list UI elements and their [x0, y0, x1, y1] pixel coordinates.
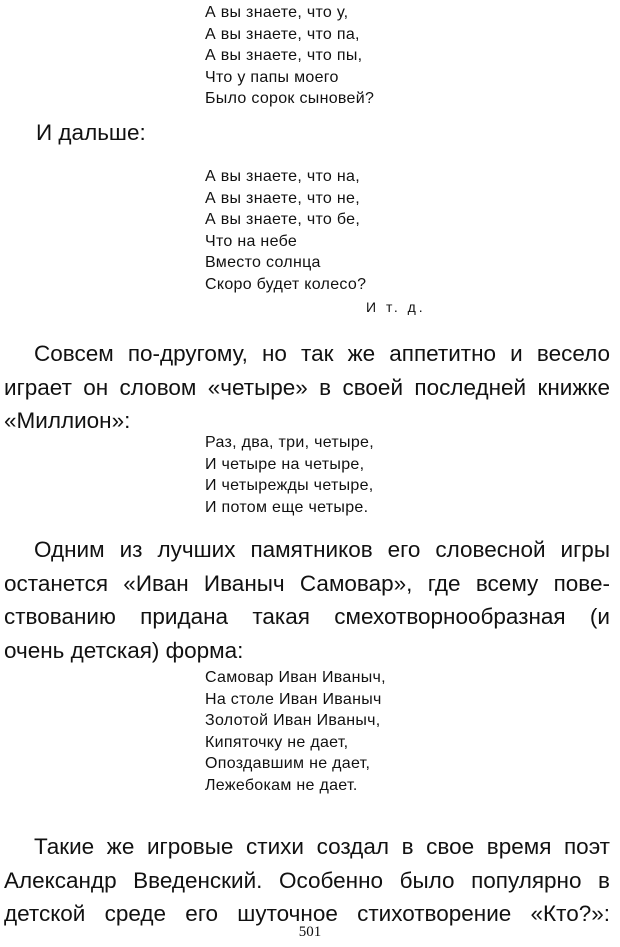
verse-line: Раз, два, три, четыре, — [205, 434, 374, 451]
verse-line: Самовар Иван Иваныч, — [205, 669, 386, 686]
paragraph-line: очень детская) форма: — [4, 637, 244, 663]
paragraph-line: ствованию придана такая смехотворнообразная (и — [4, 604, 610, 629]
paragraph-line: детской среде его шуточное стихотворение «Кто?»: — [4, 901, 610, 926]
verse-4 — [205, 667, 386, 796]
verse-line: А вы знаете, что на, — [205, 168, 360, 185]
paragraph-line: Такие же игровые стихи создал в свое время поэт — [34, 834, 610, 859]
verse-line: А вы знаете, что у, — [205, 4, 349, 21]
intro-line: И дальше: — [36, 120, 146, 145]
verse-line: Что на небе — [205, 232, 298, 250]
verse-line: Опоздавшим не дает, — [205, 755, 371, 772]
paragraph-line: играет он словом «четыре» в своей последней книжке — [4, 374, 610, 400]
verse-line: Лежебокам не дает. — [205, 776, 358, 794]
paragraph-line: «Миллион»: — [4, 408, 131, 433]
verse-line: Что у папы моего — [205, 68, 339, 86]
verse-3 — [205, 432, 374, 518]
paragraph-1 — [4, 337, 610, 438]
verse-2 — [205, 166, 366, 295]
paragraph-line: Александр Введенский. Особенно было популярно в — [4, 867, 610, 893]
verse-line: И четырежды четыре, — [205, 477, 374, 494]
verse-line: На столе Иван Иваныч — [205, 690, 382, 708]
paragraph-2 — [4, 533, 610, 667]
verse-line: А вы знаете, что па, — [205, 25, 360, 43]
verse-line: Кипяточку не дает, — [205, 733, 349, 751]
verse-line: Золотой Иван Иваныч, — [205, 712, 381, 729]
page-number: 501 — [298, 924, 322, 940]
verse-line: А вы знаете, что пы, — [205, 47, 363, 64]
paragraph-line: останется «Иван Иваныч Самовар», где всему пове- — [4, 570, 610, 596]
verse-line: Было сорок сыновей? — [205, 90, 375, 107]
paragraph-3 — [4, 830, 610, 931]
etc-note: И т. д. — [366, 299, 426, 315]
verse-1 — [205, 2, 374, 110]
verse-line: Вместо солнца — [205, 254, 321, 271]
verse-line: Скоро будет колесо? — [205, 275, 367, 293]
paragraph-line: Одним из лучших памятников его словесной игры — [34, 537, 610, 562]
verse-line: И четыре на четыре, — [205, 455, 365, 473]
verse-line: И потом еще четыре. — [205, 498, 369, 516]
paragraph-line: Совсем по-другому, но так же аппетитно и весело — [34, 341, 610, 366]
verse-line: А вы знаете, что не, — [205, 189, 360, 207]
verse-line: А вы знаете, что бе, — [205, 211, 361, 228]
